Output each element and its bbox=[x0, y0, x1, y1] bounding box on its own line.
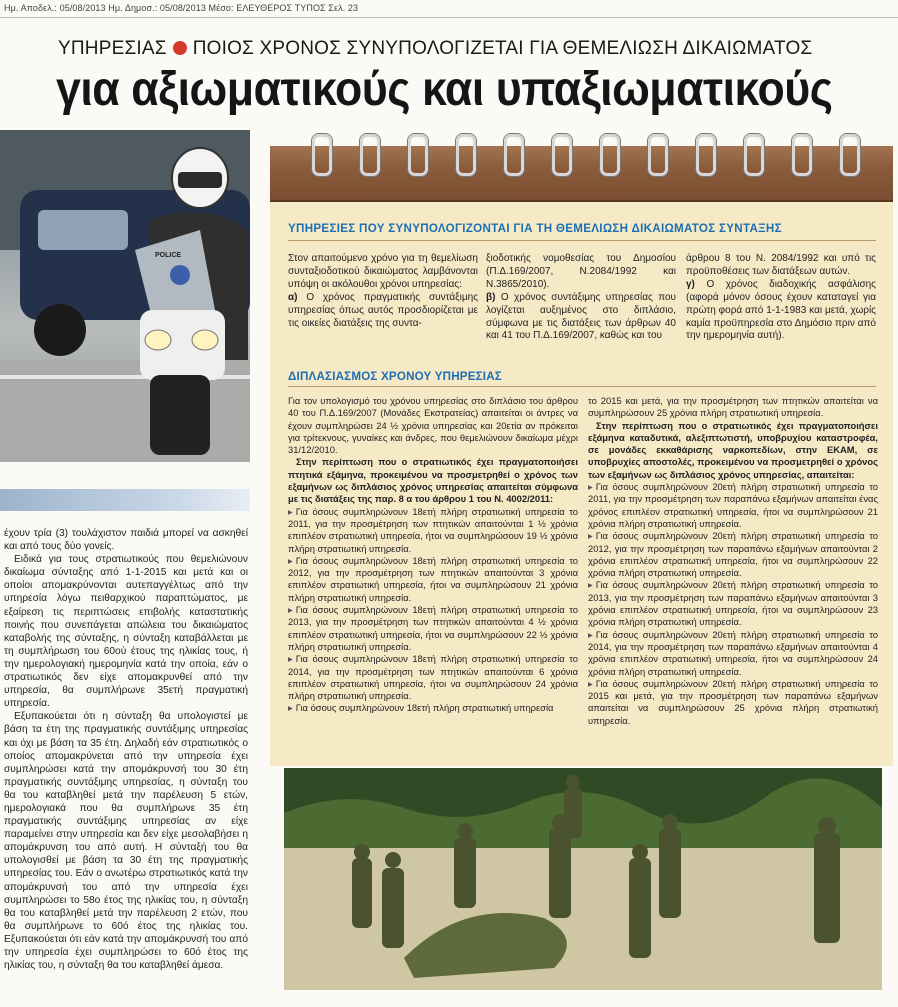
item-text: Ο χρόνος συντάξιμης υπηρεσίας που λογίζεται αυξημένος στο διπλάσιο, σύμφωνα με τις διατάξεις των άρθρων 40 και 41 του Π.Δ.169/2007, καθώς και του bbox=[486, 291, 677, 342]
article-headline: για αξιωματικούς και υπαξιωματικούς bbox=[56, 63, 833, 116]
box-col2-item-b bbox=[486, 292, 676, 344]
item-label: α) bbox=[288, 291, 298, 303]
soldiers-illustration bbox=[284, 768, 882, 990]
box-col2-text: ξιοδοτικής νομοθεσίας του Δημοσίου (Π.Δ.169/2007, Ν.2084/1992 και Ν.3865/2010). bbox=[486, 253, 676, 290]
binder-ring-icon bbox=[312, 134, 332, 176]
bullet-item: ▸ Για όσους συμπληρώνουν 18ετή πλήρη στρατιωτική υπηρεσία το 2011, για την προσμέτρηση των πτητικών απαιτούνται 1 ½ χρόνια επιπλέον στρατιωτική υπηρεσία, ήτοι να συμπληρώσουν 19 ½ χρόνια πλήρη στρατιωτική υπηρεσία. bbox=[288, 506, 578, 555]
binder-ring-icon bbox=[504, 134, 524, 176]
kicker-left: ΥΠΗΡΕΣΙΑΣ bbox=[58, 38, 167, 59]
box-column-2 bbox=[486, 253, 676, 343]
bullet-item: ▸ Για όσους συμπληρώνουν 20ετή πλήρη στρατιωτική υπηρεσία το 2013, για την προσμέτρηση των παραπάνω εξαμήνων απαιτούνται 3 χρόνια επιπλέον στρατιωτική υπηρεσία, ήτοι να συμπληρώσουν 23 χρόνια πλήρη στρατιωτική υπηρεσία. bbox=[588, 579, 878, 628]
binder-ring-icon bbox=[456, 134, 476, 176]
left-paragraph: Εξυπακούεται ότι η σύνταξη θα υπολογιστεί με βάση τα έτη της πραγματικής συντάξιμης υπηρεσίας και όχι με βάση τα 35 έτη. Δηλαδή εάν στρατιωτικός ο οποίος απομακρύνεται από την υπηρεσία έχει συμπληρώσει κατά την απομάκρυνσή του 30 έτη πραγματικής συντάξιμης υπηρεσίας, η σύνταξη του θα του καταβληθεί μετά την παρέλευση 5 ετών, ημερολογιακά που θα συμπλήρωνε 35 έτη πραγματικής συντάξιμης υπηρεσίας αν είχε παραμείνει στην υπηρεσία και δεν είχε μεσολαβήσει η απομάκρυνση του από αυτή. Η σύνταξή του θα υπολογισθεί με βάση τα 30 έτη της πραγματικής υπηρεσίας του. Εάν ο ανωτέρω στρατιωτικός κατά την απομάκρυνσή του από την υπηρεσία έχει συμπληρώσει το 58ο έτος της ηλικίας του, η σύνταξη θα του καταβληθεί μετά την παρέλευση 2 ετών, που θα συμπλήρωνε το 60ό έτος της ηλικίας του. Εξυπακούεται ότι εάν κατά την απομάκρυνσή του από την υπηρεσία έχει συμπληρώσει το 60ό έτος της ηλικίας του, η σύνταξη θα του καταβληθεί άμεσα. bbox=[4, 711, 248, 972]
item-label: γ) bbox=[686, 278, 695, 290]
binder-ring-icon bbox=[744, 134, 764, 176]
binder-ring-icon bbox=[792, 134, 812, 176]
left-article-column bbox=[4, 527, 248, 972]
binder-ring-icon bbox=[552, 134, 572, 176]
binder-ring-icon bbox=[648, 134, 668, 176]
box-col3-item-c bbox=[686, 279, 876, 344]
box-title-divider bbox=[288, 240, 876, 241]
bullet-item: ▸ Για όσους συμπληρώνουν 18ετή πλήρη στρατιωτική υπηρεσία το 2012, για την προσμέτρηση των πτητικών απαιτούνται 3 χρόνια επιπλέον στρατιωτική υπηρεσία, ήτοι να συμπληρώσουν 21 χρόνια πλήρη στρατιωτική υπηρεσία. bbox=[288, 555, 578, 604]
box-title: ΥΠΗΡΕΣΙΕΣ ΠΟΥ ΣΥΝΥΠΟΛΟΓΙΖΟΝΤΑΙ ΓΙΑ ΤΗ ΘΕΜΕΛΙΩΣΗ ΔΙΚΑΙΩΜΑΤΟΣ ΣΥΝΤΑΞΗΣ bbox=[288, 222, 782, 235]
box-col1-item-a bbox=[288, 292, 478, 331]
section-2-bold-paragraph bbox=[288, 456, 578, 505]
binder-ring-icon bbox=[696, 134, 716, 176]
article-kicker bbox=[58, 38, 812, 60]
bullet-item: ▸ Για όσους συμπληρώνουν 20ετή πλήρη στρατιωτική υπηρεσία το 2012, για την προσμέτρηση των παραπάνω εξαμήνων απαιτούνται 2 χρόνια επιπλέον στρατιωτική υπηρεσία, ήτοι να συμπληρώσουν 22 χρόνια πλήρη στρατιωτική υπηρεσία. bbox=[588, 530, 878, 579]
item-text: Ο χρόνος πραγματικής συντάξιμης υπηρεσίας όπως αυτός προσδιορίζεται με τις οικείες διατάξεις της συντα- bbox=[288, 291, 479, 329]
section-2-left-column bbox=[288, 395, 578, 715]
left-paragraph: έχουν τρία (3) τουλάχιστον παιδιά μπορεί να ασκηθεί και από τους δύο γονείς. bbox=[4, 528, 248, 553]
box-column-1 bbox=[288, 253, 478, 330]
section-2-bold-paragraph bbox=[588, 420, 878, 481]
red-bullet-icon bbox=[173, 41, 187, 55]
binder-ring-icon bbox=[360, 134, 380, 176]
item-label: β) bbox=[486, 291, 496, 303]
section-2-right-top: το 2015 και μετά, για την προσμέτρηση των πτητικών απαιτείται να συμπληρώσουν 25 χρόνια πλήρη στρατιωτική υπηρεσία. bbox=[588, 395, 878, 419]
bullet-item: ▸ Για όσους συμπληρώνουν 18ετή πλήρη στρατιωτική υπηρεσία το 2014, για την προσμέτρηση των πτητικών απαιτούνται 6 χρόνια επιπλέον στρατιωτική υπηρεσία, ήτοι να συμπληρώσουν 24 χρόνια πλήρη στρατιωτική υπηρεσία. bbox=[288, 653, 578, 702]
binder-ring-icon bbox=[408, 134, 428, 176]
bullet-item: ▸ Για όσους συμπληρώνουν 18ετή πλήρη στρατιωτική υπηρεσία bbox=[288, 702, 578, 714]
clipping-meta: Ημ. Αποδελ.: 05/08/2013 Ημ. Δημοσ.: 05/08/2013 Μέσο: ΕΛΕΥΘΕΡΟΣ ΤΥΠΟΣ Σελ. 23 bbox=[4, 3, 359, 13]
bullet-item: ▸ Για όσους συμπληρώνουν 18ετή πλήρη στρατιωτική υπηρεσία το 2013, για την προσμέτρηση των πτητικών απαιτούνται 4 ½ χρόνια επιπλέον στρατιωτική υπηρεσία, ήτοι να συμπληρώσουν 22 ½ χρόνια πλήρη στρατιωτική υπηρεσία. bbox=[288, 604, 578, 653]
box-col3-text: άρθρου 8 του Ν. 2084/1992 και υπό τις προϋποθέσεις των διατάξεων αυτών. bbox=[686, 253, 876, 277]
binder-ring-icon bbox=[600, 134, 620, 176]
header-divider bbox=[0, 17, 898, 18]
decorative-blue-bar bbox=[0, 489, 250, 511]
bullet-item: ▸ Για όσους συμπληρώνουν 20ετή πλήρη στρατιωτική υπηρεσία το 2011, για την προσμέτρηση των παραπάνω εξαμήνων απαιτείται ένας χρόνος επιπλέον στρατιωτική υπηρεσία, ήτοι να συμπληρώσουν 21 χρόνια πλήρη στρατιωτική υπηρεσία. bbox=[588, 481, 878, 530]
left-paragraph: Ειδικά για τους στρατιωτικούς που θεμελιώνουν δικαίωμα σύνταξης από 1-1-2015 και μετά και οι οποίοι απομακρύνονται αυτεπαγγέλτως από την υπηρεσία λόγω πειθαρχικού παραπτώματος, με εξαίρεση τις περιπτώσεις επιβολής καταστατικής ποινής που συνεπάγεται απώλεια του δικαιώματος καταβολής της σύνταξης, η σύνταξη καταβάλλεται με τη συμπλήρωση του 60ού έτους της ηλικίας τους, ή την ημερολογιακή ημερομηνία κατά την οποία, εάν ο στρατιωτικός δεν είχε απομακρυνθεί από την υπηρεσία, θα συμπλήρωνε 35ετή πραγματική υπηρεσία. bbox=[4, 554, 248, 710]
bullet-item: ▸ Για όσους συμπληρώνουν 20ετή πλήρη στρατιωτική υπηρεσία το 2014, για την προσμέτρηση των παραπάνω εξαμήνων απαιτούνται 4 χρόνια επιπλέον στρατιωτική υπηρεσία, ήτοι να συμπληρώσουν 24 χρόνια πλήρη στρατιωτική υπηρεσία. bbox=[588, 629, 878, 678]
bullet-item: ▸ Για όσους συμπληρώνουν 20ετή πλήρη στρατιωτική υπηρεσία το 2015 και μετά, για την προσμέτρηση των παραπάνω εξαμήνων απαιτείται να συμπληρώσουν 25 χρόνια πλήρη στρατιωτική υπηρεσία. bbox=[588, 678, 878, 727]
kicker-right: ΠΟΙΟΣ ΧΡΟΝΟΣ ΣΥΝΥΠΟΛΟΓΙΖΕΤΑΙ ΓΙΑ ΘΕΜΕΛΙΩΣΗ ΔΙΚΑΙΩΜΑΤΟΣ bbox=[192, 38, 813, 59]
section-2-intro: Για τον υπολογισμό του χρόνου υπηρεσίας στο διπλάσιο του άρθρου 40 του Π.Δ.169/2007 (Μονάδες Εκστρατείας) απαιτείται οι άντρες να έχουν συμπληρώσει 24 ½ χρόνια υπηρεσίας και 20ετία αν πρόκειται για τρίτεκνους, γυναίκες και άνδρες, που θεμελιώνουν δικαίωμα μέχρι 31/12/2010. bbox=[288, 395, 578, 456]
section-2-right-column bbox=[588, 395, 878, 727]
box-col1-intro: Στον απαιτούμενο χρόνο για τη θεμελίωση συνταξιοδοτικού δικαιώματος λαμβάνονται υπόψη οι ακόλουθοι χρόνοι υπηρεσίας: bbox=[288, 253, 478, 290]
section-2-title: ΔΙΠΛΑΣΙΑΣΜΟΣ ΧΡΟΝΟΥ ΥΠΗΡΕΣΙΑΣ bbox=[288, 370, 502, 383]
box-column-3 bbox=[686, 253, 876, 343]
soldiers-field-photo bbox=[284, 768, 882, 990]
item-text: Ο χρόνος διαδοχικής ασφάλισης (αφορά μόνον όσους έχουν καταταγεί για πρώτη φορά από 1-1-1983 και μετά, χωρίς καμία προϋπηρεσία στο Δημόσιο πριν από την ημερομηνία αυτή). bbox=[686, 278, 876, 342]
section-2-divider bbox=[288, 386, 876, 387]
police-badge-text: POLICE bbox=[155, 252, 182, 259]
binder-ring-icon bbox=[840, 134, 860, 176]
police-motorcycle-photo bbox=[0, 130, 250, 462]
bold-text: Στην περίπτωση που ο στρατιωτικός έχει πραγματοποιήσει εξάμηνα καταδυτικά, αλεξιπτωτιστή, υποβρυχίου καταστροφέα, σε μονάδες εκκαθάρισης ναρκοπεδίων, στην ΕΚΑΜ, σε υποβρυχίες αποστολές, προκειμένου να προσμετρηθεί ο χρόνος των εξαμήνων ως διπλάσιος χρόνος υπηρεσίας, απαιτείται: bbox=[588, 419, 878, 480]
bold-text: Στην περίπτωση που ο στρατιωτικός έχει πραγματοποιήσει πτητικά εξάμηνα, προκειμένου να προσμετρηθεί ο χρόνος των εξαμήνων ως διπλάσιος χρόνος υπηρεσίας απαιτείται σύμφωνα με τις διατάξεις της παρ. 8 α του άρθρου 1 του Ν. 4002/2011: bbox=[288, 456, 578, 505]
police-motorcycle-illustration bbox=[0, 130, 250, 462]
